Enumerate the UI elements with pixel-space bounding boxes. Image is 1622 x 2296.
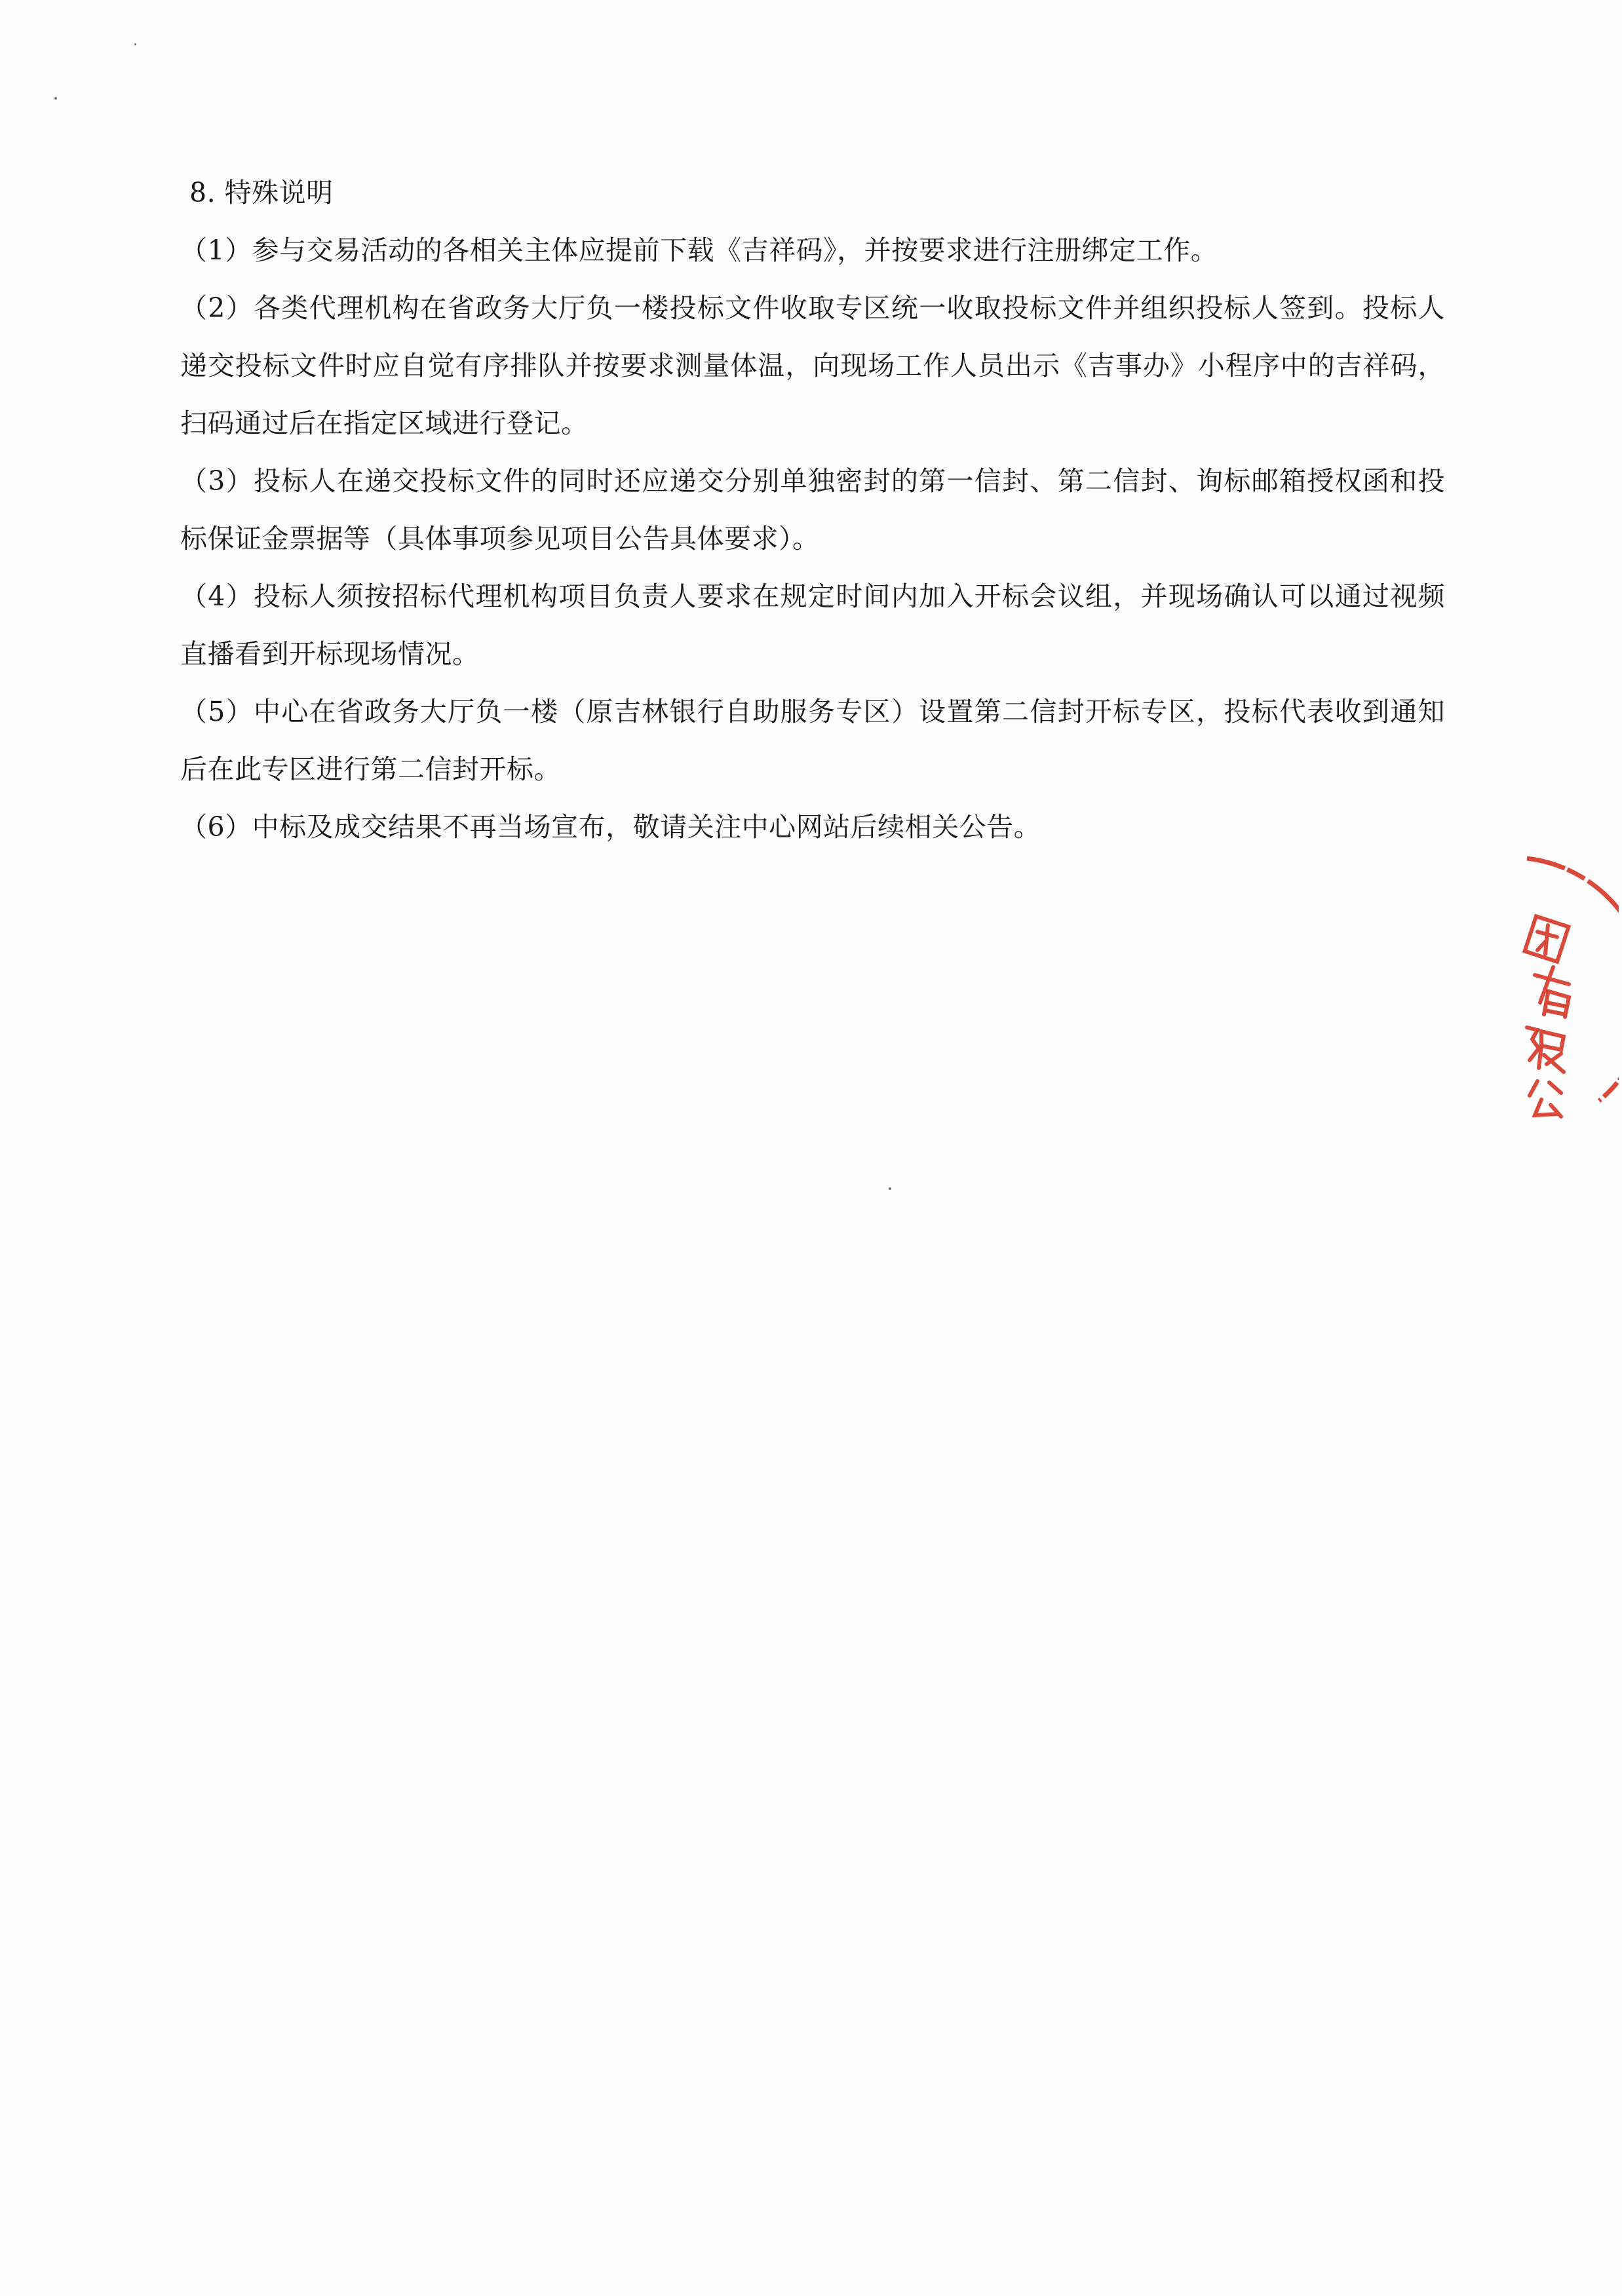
note-item-2: （2）各类代理机构在省政务大厅负一楼投标文件收取专区统一收取投标文件并组织投标人签到。投标人递交投标文件时应自觉有序排队并按要求测量体温，向现场工作人员出示《吉事办》小程序中的吉祥码，扫码通过后在指定区域进行登记。 [180, 292, 1445, 439]
note-item-4: （4）投标人须按招标代理机构项目负责人要求在规定时间内加入开标会议组，并现场确认可以通过视频直播看到开标现场情况。 [180, 581, 1445, 670]
company-seal [1501, 845, 1619, 1134]
note-item-5: （5）中心在省政务大厅负一楼（原吉林银行自助服务专区）设置第二信封开标专区，投标代表收到通知后在此专区进行第二信封开标。 [180, 696, 1445, 785]
section-heading: 8. 特殊说明 [189, 177, 334, 208]
note-item-6: （6）中标及成交结果不再当场宣布，敬请关注中心网站后续相关公告。 [180, 811, 1041, 843]
scan-speck [134, 43, 136, 45]
note-item-1: （1）参与交易活动的各相关主体应提前下载《吉祥码》，并按要求进行注册绑定工作。 [180, 235, 1218, 266]
scan-speck [889, 1187, 891, 1190]
special-notes-section [180, 164, 1445, 856]
seal-lettering [1525, 916, 1569, 1117]
scan-speck [54, 97, 57, 100]
note-item-3: （3）投标人在递交投标文件的同时还应递交分别单独密封的第一信封、第二信封、询标邮箱授权函和投标保证金票据等（具体事项参见项目公告具体要求）。 [180, 465, 1445, 554]
